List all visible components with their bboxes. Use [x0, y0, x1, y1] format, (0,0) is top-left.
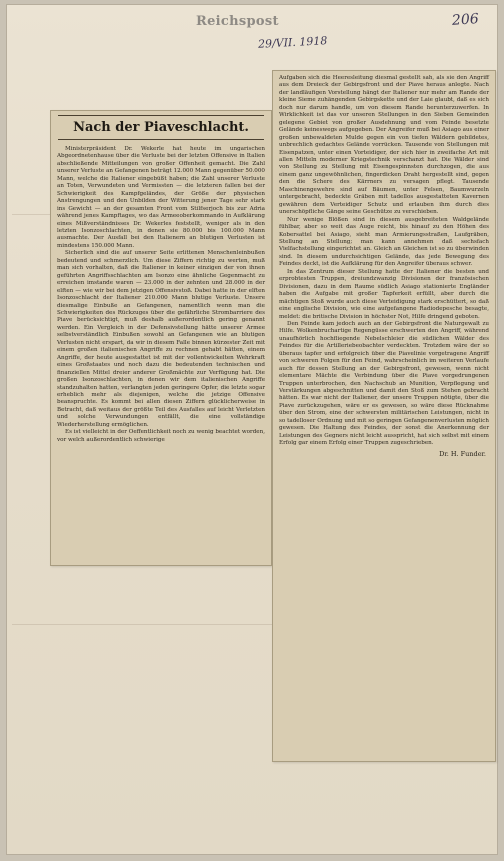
paragraph: Aufgaben sich die Heeresleitung diesmal gestellt sah, als sie den Angriff aus dem Dreieck der Gebirgsfront und der Piave heraus anlegte. Nach der landläufigen Vorstellung hängt der Italiener nur mehr am Rande der kleine Sieme zuhängenden Gebirgskette und der Laie glaubt, daß es sich doch nur darum handle, um von diesem Rande herunterzuwerfen. In Wirklichkeit ist das vor unseren Stellungen in den Sieben Gemeinden gelegene Gebiet von großer Ausdehnung und vom Feinde besetzte Gelände keineswegs aufgegeben. Der Angreifer muß bei Asiago aus einer großen unbewaldeten Mulde gegen ein von tiefen Wäldern gebildetes, unbrechlich gedachtes Gelände vorrücken. Tausende von Stellungen mit Eisenpatzen, unter einen Vorteidiger, der sich hier in zweifache Art mit allen Mitteln moderner Kriegstechnik verschanzt hat. Die Wälder sind von Stellung zu Stellung mit Eisengespinnsten durchzogen, die aus einem ganz ungewöhnlichen, fingerdicken Draht hergestellt sind, gegen den die Schere des Kärrners zu versagen pflegt. Tausende Maschinengewehre sind auf Bäumen, unter Felsen, Baumwurzeln untergebracht, bedeckte Gräben mit tadellos ausgestatteten Kavernen gewähren dem Verteidiger Schutz und erlauben ihm durch dies unerschöpfliche Gänge seine Geschütze zu verschieben.: [279, 75, 489, 216]
clipping-left-column: [50, 110, 272, 566]
author-signature: Dr. H. Funder.: [439, 449, 486, 458]
paragraph: Nur wenige Blößen sind in diesem ausgebreiteten Waldgelände fühlbar, aber so weit das Auge reicht, bis hinauf zu den Höhen des Kobersattel bei Asiago, sieht man Armierungsstraßen, Laufgräben, Stellung an Stellung; man kann annehmen daß sechsfach Vielfachstellung eingerichtet an. Gleich an Gleichen ist so zu überwinden sind. In diesem undurchsichtigen Gelände, das jede Bewegung des Feindes deckt, ist die Aufklärung für den Angreifer überaus schwer.: [279, 216, 489, 268]
paragraph: In das Zentrum dieser Stellung hatte der Italiener die besten und erprobtesten Truppen, dreiundzwanzig Divisionen der französischen Divisionen, dazu in dem Raume südlich Asiago stationierte Engländer haben die Aufgabe mit großer Tapferkeit erfüllt, aber durch die mächtigen Stoß wurde auch diese Verteidigung stark erschüttert, so daß eine englische Division, wie eine aufgefangene Radiodepesche besagte, meldet: die britische Division in höchster Not, Hilfe dringend geboten.: [279, 268, 489, 320]
paragraph: Den Feinde kam jedoch auch an der Gebirgsfront die Naturgewalt zu Hilfe. Wolkenbruchartige Regengüsse erschwerten den Angriff, während unaufhörlich hochfliegende Nebelschleier die südlichen Wälder des Feindes für die Artilleriebeobachter verdeckten. Trotzdem wäre der so überaus tapfer und erfolgreich über die Piavelinie vorgetragene Angriff von schweren Folgen für den Feind, wahrscheinlich im weiteren Verlaufe auch für dessen Stellung an der Gebirgsfront, gewesen, wenn nicht elementare Mächte die Verbindung über die Piave vorgedrungenen Truppen unterbrochen, den Nachschub an Munition, Verpflegung und Verstärkungen abgeschnitten und damit den Stoß zum Stehen gebracht hätten. Es war nicht der Italiener, der unsere Truppen nötigte, über die Piave zurückzugehen, wäre er es gewesen, so wäre diese Rücknahme über den Strom, eine der schwersten militärischen Leistungen, nicht in so tadelloser Ordnung und mit so geringen Gefangenenverlusten möglich gewesen. Die Haltung des Feindes, der sonst die Anerkennung der Leistungen des Gegners nicht leicht ausspricht, hat sich selbst mit einem Erfolg gar einem Erfolg einer Truppen zugeschrieben.: [279, 320, 489, 447]
clipping-right-column: [272, 70, 496, 762]
handwritten-date: 29/VII. 1918: [257, 34, 328, 51]
article-headline: Nach der Piaveschlacht.: [58, 115, 264, 140]
article-body-right: [279, 75, 489, 448]
article-body-left: [57, 146, 265, 444]
paragraph: Sicherlich sind die auf unserer Seite erlittenen Menschenleinbußen bedeutend und schmerzlich. Um diese Ziffern richtig zu werten, muß man sich vorhalten, daß die Italiener in keiner einzigen der von ihnen geführten Angriffsschlachten am Isonzo eine ähnliche Gegenmacht zu erreichen imstande waren — 23.000 in der zehnten und 28.000 in der elften — wie wir bei dem jetzigen Offensivstoß. Dabei hatte in der elften Isonzoschlacht der Italiener 210.000 Mann blutige Verluste. Unsere diesmalige Einbuße an Gefangenen, namentlich wenn man die Schwierigkeiten des Rückzuges über die gefährliche Strombarriere des Piave berücksichtigt, muß deshalb außerordentlich gering genannt werden. Ein Vergleich in der Defensivstellung hätte unserer Armee selbstverständlich Einbußen sowohl an Gefangenen wie an blutigen Verlusten nicht erspart, da wir in diesem Falle binnen kürzester Zeit mit einem großen italienischen Angriffe zu rechnen gehabt hätten, einem Angriffe, der heute ausgestattet ist mit der vollentwickelten Wehrkraft eines Großstaates und noch dazu die bedeutenden technischen und finanziellen Mittel dreier anderer Großmächte zur Verfügung hat. Die großen Isonzoschlachten, in denen wir dem italienischen Angriffe standzuhalten hatten, verlangten jeden geringere Opfer, die letzte sogar erheblich mehr als diejenigen, welche die jetzige Offensive beanspruchte. Es kommt bei allen diesen Ziffern glücklicherweise in Betracht, daß weitaus der größte Teil des Ausfalles auf leicht Verletzten und solche Verwundungen entfällt, die eine vollständige Wiederherstellung ermöglichen.: [57, 250, 265, 428]
paragraph: Ministerpräsident Dr. Wekerle hat heute im ungarischen Abgeordnetenhause über die Verluste bei der letzten Offensive in Italien abschließende Mitteilungen von großer Offenheit gemacht. Die Zahl unserer Verluste an Gefangenen beträgt 12.000 Mann gegenüber 50.000 Mann, welche die Italiener eingebüßt haben; die Zahl unserer Verluste an Toten, Verwundeten und Vermissten — die letzteren fallen bei der Schwierigkeit des Kampfgeländes, der Größe der physischen Anstrengungen und den Unbilden der Witterung jener Tage sehr stark ins Gewicht — an der gesamten Front vom Stilfserjoch bis zur Adria während jenes Kampftages, wo das Armeeoberkommando in Aufklärung eines Mißverständnisses Dr. Wekerles feststellt, weniger als in den letzten Isonzoschlachten, in denen sie 80.000 bis 100.000 Mann ausmachte. Der Ausfall bei den Italienern an blutigen Verlusten ist mindestens 150.000 Mann.: [57, 146, 265, 249]
handwritten-page-number: 206: [451, 11, 480, 29]
paragraph: Es ist vielleicht in der Oeffentlichkeit noch zu wenig beachtet worden, vor welch außerordentlich schwierige: [57, 429, 265, 443]
newspaper-masthead: Reichspost: [196, 14, 279, 29]
